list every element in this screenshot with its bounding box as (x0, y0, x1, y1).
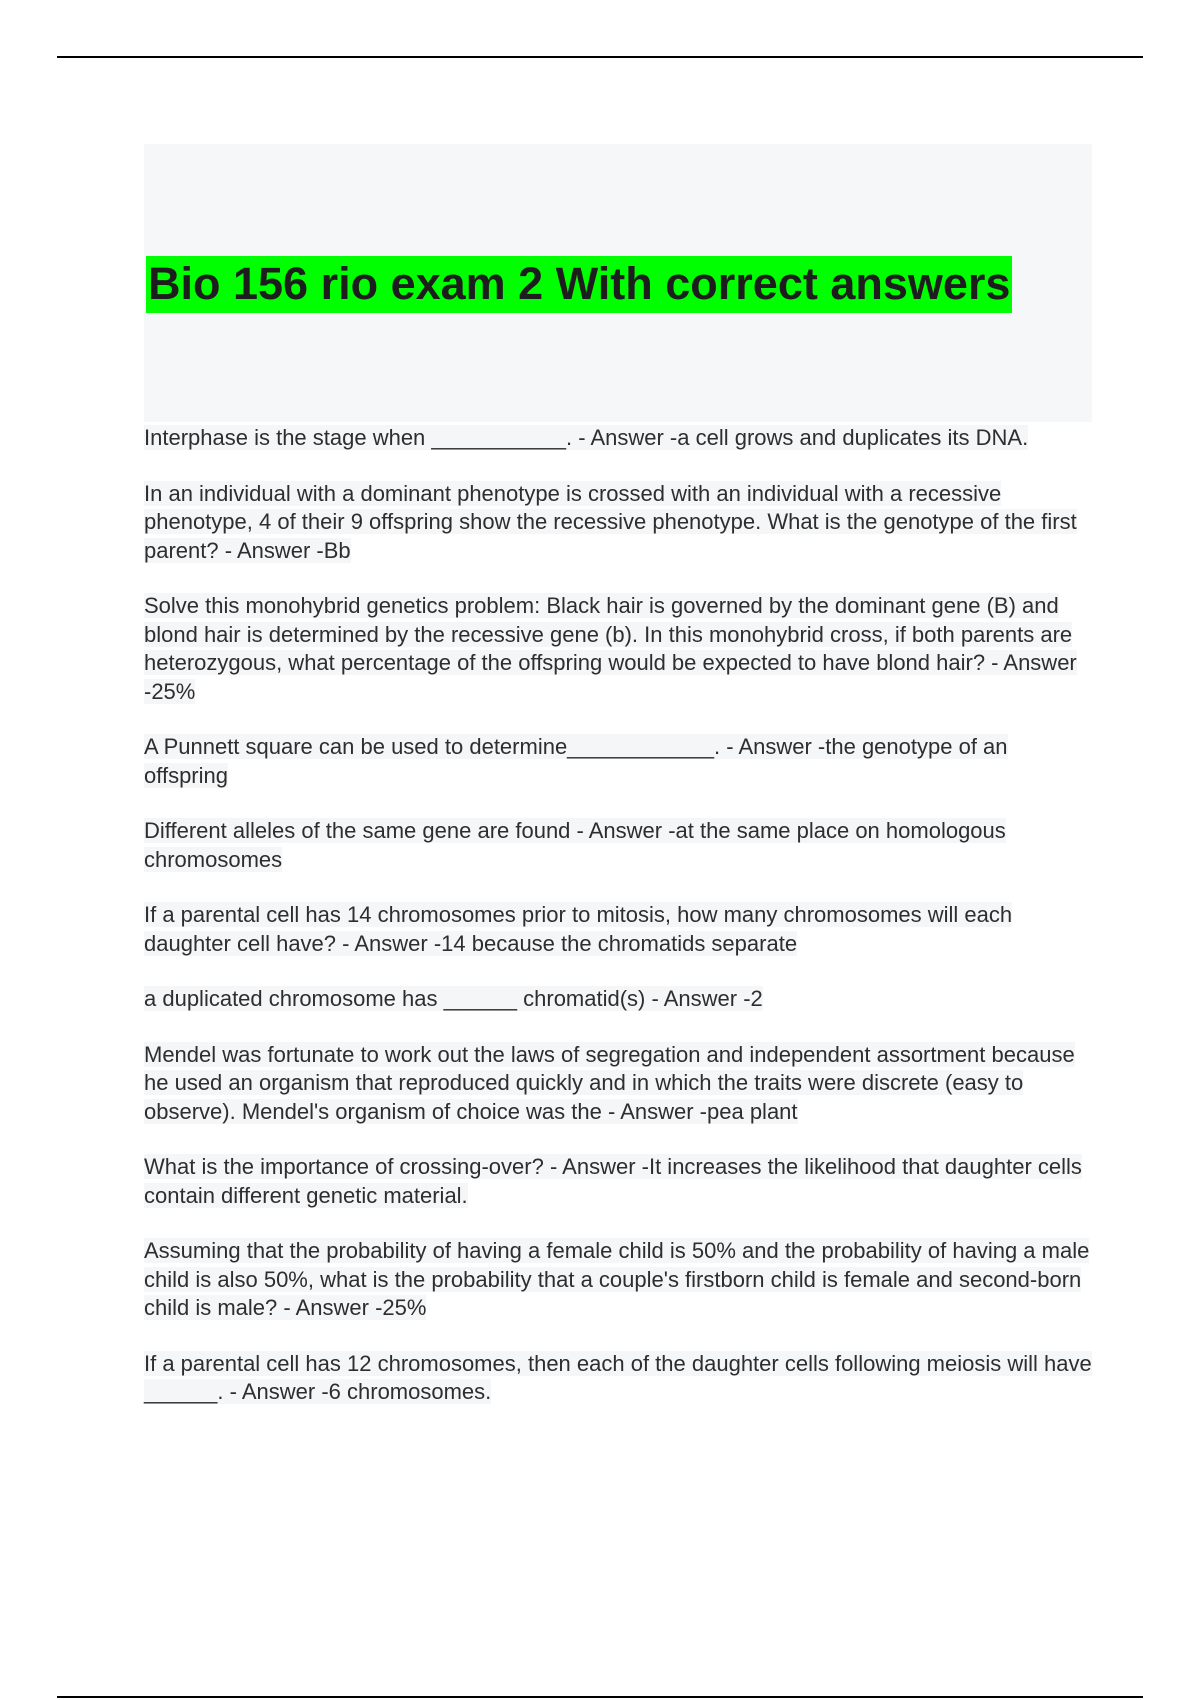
title-block (144, 144, 1092, 422)
qa-item-11: If a parental cell has 12 chromosomes, then each of the daughter cells following meiosis will have ______. - Answer -6 chromosomes. (144, 1350, 1092, 1404)
qa-item-1: Interphase is the stage when ___________. - Answer -a cell grows and duplicates its DNA. (144, 425, 1029, 450)
qa-item-2: In an individual with a dominant phenotype is crossed with an individual with a recessive phenotype, 4 of their 9 offspring show the recessive phenotype. What is the genotype of the first parent? - Answer -Bb (144, 480, 1077, 563)
qa-item-7: a duplicated chromosome has ______ chromatid(s) - Answer -2 (144, 986, 763, 1011)
qa-item-9: What is the importance of crossing-over? - Answer -It increases the likelihood that daughter cells contain different genetic material. (144, 1154, 1082, 1208)
qa-item-10: Assuming that the probability of having a female child is 50% and the probability of having a male child is also 50%, what is the probability that a couple's firstborn child is female and second-born child is male? - Answer -25% (144, 1238, 1090, 1320)
document-title: Bio 156 rio exam 2 With correct answers (146, 256, 1012, 313)
top-rule (57, 56, 1143, 58)
qa-item-4: A Punnett square can be used to determine____________. - Answer -the genotype of an offspring (144, 734, 1008, 788)
qa-item-8: Mendel was fortunate to work out the laws of segregation and independent assortment because he used an organism that reproduced quickly and in which the traits were discrete (easy to observe). Mendel's organism of choice was the - Answer -pea plant (144, 1041, 1075, 1124)
qa-list (144, 424, 1094, 1434)
qa-item-6: If a parental cell has 14 chromosomes prior to mitosis, how many chromosomes will each daughter cell have? - Answer -14 because the chromatids separate (144, 902, 1013, 956)
bottom-rule (57, 1696, 1143, 1698)
qa-item-3: Solve this monohybrid genetics problem: Black hair is governed by the dominant gene (B) and blond hair is determined by the recessive gene (b). In this monohybrid cross, if both parents are heterozygous, what percentage of the offspring would be expected to have blond hair? - Answer -25% (144, 593, 1077, 704)
qa-item-5: Different alleles of the same gene are found - Answer -at the same place on homologous chromosomes (144, 818, 1006, 872)
